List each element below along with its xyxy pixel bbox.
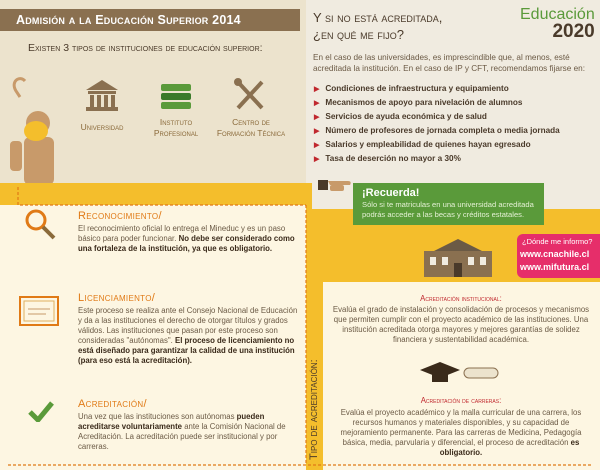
not-accredited-heading: Y si no está acreditada, — [313, 10, 443, 25]
certificate-icon — [18, 295, 60, 329]
carreras-title: Acreditación de carreras: — [420, 396, 502, 405]
pointing-hand-icon — [318, 175, 352, 193]
institucional-text: Evalúa el grado de instalación y consolidación de procesos y mecanismos que permiten cumplir con el proyecto académico de las instituciones. Una institución acreditada otorga mayores y mejores garantías de solidez financiera y sustentabilidad académica. — [332, 305, 590, 344]
magnifier-icon — [24, 208, 56, 242]
graduation-cap-icon — [420, 358, 500, 390]
acreditacion-text: Una vez que las instituciones son autónomas pueden acreditarse voluntariamente ante la Comisión Nacional de Acreditación. La acreditación puede ser institucional y por carreras. — [78, 412, 286, 451]
books-icon — [158, 78, 194, 112]
university-building-icon — [84, 78, 120, 112]
mouth-icon — [22, 118, 50, 144]
brand-logo — [520, 6, 595, 43]
licenciamiento-title: Licenciamiento/ — [78, 292, 156, 304]
brand-year: 2020 — [552, 21, 595, 42]
tools-icon — [232, 78, 268, 112]
institution-label: Centro de Formación Técnica — [216, 117, 286, 138]
info-link-cnachile[interactable]: www.cnachile.cl — [520, 249, 590, 259]
institution-label: Universidad — [80, 122, 124, 132]
tipo-acreditacion-label: Tipo de acreditación: — [308, 359, 320, 460]
recuerda-text: Sólo si te matriculas en una universidad acreditada podrás acceder a las becas y créditos estatales. — [362, 200, 534, 219]
subtitle: Existen 3 tipos de instituciones de educación superior: — [28, 42, 263, 54]
not-accredited-intro: En el caso de las universidades, es imprescindible que, al menos, esté acreditada la institución. En el caso de IP y CFT, recomendamos fijarse en: — [313, 53, 585, 73]
reconocimiento-title: Reconocimiento/ — [78, 210, 162, 222]
reconocimiento-text: El reconocimiento oficial lo entrega el Mineduc y es un paso básico para poder funcionar. No debe ser considerado como una fortaleza de la institución, ya que es obligatorio. — [78, 224, 295, 253]
institucional-title: Acreditación institucional: — [420, 294, 502, 303]
acreditacion-title: Acreditación/ — [78, 398, 147, 410]
checkmark-icon — [28, 400, 54, 422]
criteria-item: ▶ Salarios y empleabilidad de quienes hayan egresado — [314, 140, 531, 149]
institution-label: Instituto Profesional — [153, 117, 199, 138]
not-accredited-subheading: ¿en qué me fijo? — [313, 27, 405, 42]
page-title: Admisión a la Educación Superior 2014 — [16, 13, 241, 27]
carreras-text: Evalúa el proyecto académico y la malla curricular de una carrera, los recursos humanos y materiales disponibles, y su capacidad de mejoramiento permanente. Para las carreras de Medicina, Pedagogía básica, media, parvularia y diferencial, el proceso de acreditación es obligatorio. — [340, 408, 582, 457]
recuerda-heading: ¡Recuerda! — [362, 187, 420, 199]
criteria-item: ▶ Tasa de deserción no mayor a 30% — [314, 154, 461, 163]
criteria-item: ▶ Servicios de ayuda económica y de salud — [314, 112, 487, 121]
criteria-item: ▶ Mecanismos de apoyo para nivelación de alumnos — [314, 98, 522, 107]
info-link-mifutura[interactable]: www.mifutura.cl — [520, 262, 590, 272]
licenciamiento-text: Este proceso se realiza ante el Consejo Nacional de Educación y da a las instituciones el derecho de otorgar títulos y grados válidos. Las instituciones que pasan por este proceso son consideradas "autónomas". El proceso de licenciamiento no está diseñado para garantizar la calidad de una institución (para eso está la acreditación). — [78, 306, 298, 365]
university-building-icon — [420, 237, 496, 279]
title-bar — [0, 9, 300, 31]
brand-name: Educación — [520, 6, 595, 23]
info-question: ¿Dónde me informo? — [522, 237, 593, 246]
criteria-item: ▶ Número de profesores de jornada completa o media jornada — [314, 126, 560, 135]
criteria-item: ▶ Condiciones de infraestructura y equipamiento — [314, 84, 509, 93]
